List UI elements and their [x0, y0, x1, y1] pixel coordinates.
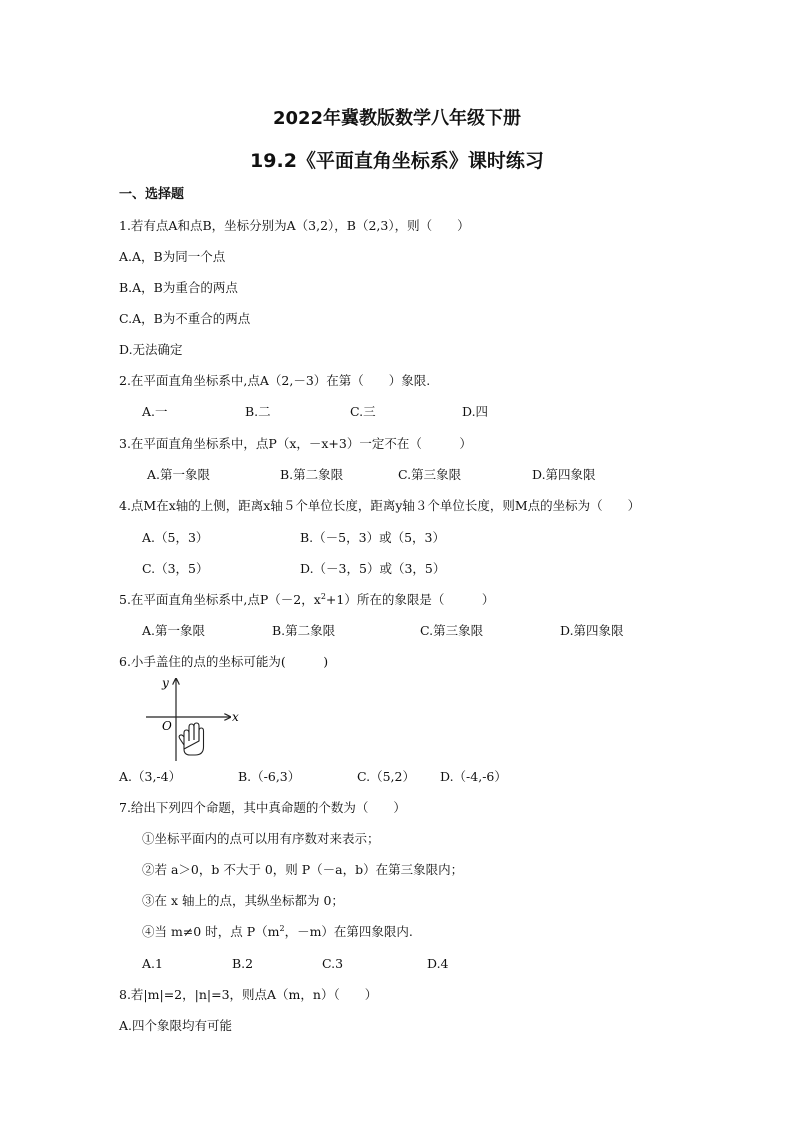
question-4-stem: 4.点M在x轴的上侧，距离x轴５个单位长度，距离y轴３个单位长度，则M点的坐标为（ ）	[119, 498, 641, 513]
question-7-option-a: A.1	[142, 956, 163, 971]
question-3-option-a: A.第一象限	[147, 467, 211, 482]
question-4-option-b: B.（－5，3）或（5，3）	[300, 530, 445, 545]
superscript: 2	[320, 591, 326, 601]
section-heading: 一、选择题	[119, 187, 185, 202]
question-1-option-b: B.A，B为重合的两点	[119, 280, 238, 295]
document-subtitle: 19.2《平面直角坐标系》课时练习	[250, 150, 544, 172]
question-5-option-b: B.第二象限	[272, 623, 336, 638]
question-8-option-a: A.四个象限均有可能	[119, 1018, 233, 1033]
coordinate-axes-figure	[146, 675, 246, 765]
question-7-statement-1: ①坐标平面内的点可以用有序数对来表示；	[142, 831, 380, 846]
question-6-option-c: C.（5,2）	[357, 769, 415, 784]
question-4-option-c: C.（3，5）	[142, 561, 209, 576]
question-2-option-a: A.一	[142, 404, 168, 419]
question-1-option-a: A.A，B为同一个点	[119, 249, 226, 264]
question-3-option-d: D.第四象限	[532, 467, 596, 482]
question-5-option-a: A.第一象限	[142, 623, 206, 638]
question-1-option-c: C.A，B为不重合的两点	[119, 311, 251, 326]
question-6-option-a: A.（3,-4）	[119, 769, 182, 784]
question-7-option-d: D.4	[427, 956, 449, 971]
question-5-option-c: C.第三象限	[420, 623, 484, 638]
question-7-statement-4-text-end: ，－m）在第四象限内.	[284, 924, 413, 939]
hand-icon	[179, 723, 203, 755]
question-7-statement-4-text: ④当 m≠0 时，点 P（m	[142, 924, 280, 939]
question-2-option-d: D.四	[462, 404, 489, 419]
document-title: 2022年冀教版数学八年级下册	[272, 108, 522, 129]
question-2-option-c: C.三	[350, 404, 376, 419]
x-axis-label: x	[232, 710, 239, 724]
question-4-option-d: D.（－3，5）或（3，5）	[300, 561, 446, 576]
question-5-option-d: D.第四象限	[560, 623, 624, 638]
question-1-option-d: D.无法确定	[119, 342, 183, 357]
question-6-option-d: D.（-4,-6）	[440, 769, 507, 784]
question-5-stem-text-end: +1）所在的象限是（ ）	[325, 592, 495, 607]
question-7-stem: 7.给出下列四个命题，其中真命题的个数为（ ）	[119, 800, 406, 815]
question-7-option-b: B.2	[232, 956, 254, 971]
question-3-option-c: C.第三象限	[398, 467, 462, 482]
question-7-option-c: C.3	[322, 956, 344, 971]
y-axis-label: y	[162, 676, 169, 690]
question-3-stem: 3.在平面直角坐标系中，点P（x，－x+3）一定不在（ ）	[119, 436, 472, 451]
question-7-statement-2: ②若 a＞0，b 不大于 0，则 P（－a，b）在第三象限内；	[142, 862, 464, 877]
question-5-stem	[119, 592, 494, 608]
question-8-stem: 8.若|m|=2，|n|=3，则点A（m，n）（ ）	[119, 987, 378, 1002]
question-4-option-a: A.（5，3）	[142, 530, 209, 545]
question-7-statement-4	[142, 924, 413, 940]
question-2-stem: 2.在平面直角坐标系中,点A（2,－3）在第（ ）象限.	[119, 373, 431, 388]
question-5-stem-text: 5.在平面直角坐标系中,点P（－2，x	[119, 592, 321, 607]
question-6-option-b: B.（-6,3）	[238, 769, 301, 784]
question-7-statement-3: ③在 x 轴上的点，其纵坐标都为 0；	[142, 893, 344, 908]
question-1-stem: 1.若有点A和点B，坐标分别为A（3,2），B（2,3），则（ ）	[119, 218, 470, 233]
question-3-option-b: B.第二象限	[280, 467, 344, 482]
question-6-stem: 6.小手盖住的点的坐标可能为( )	[119, 654, 329, 669]
origin-label: O	[162, 719, 172, 733]
question-2-option-b: B.二	[245, 404, 271, 419]
superscript: 2	[279, 923, 285, 933]
